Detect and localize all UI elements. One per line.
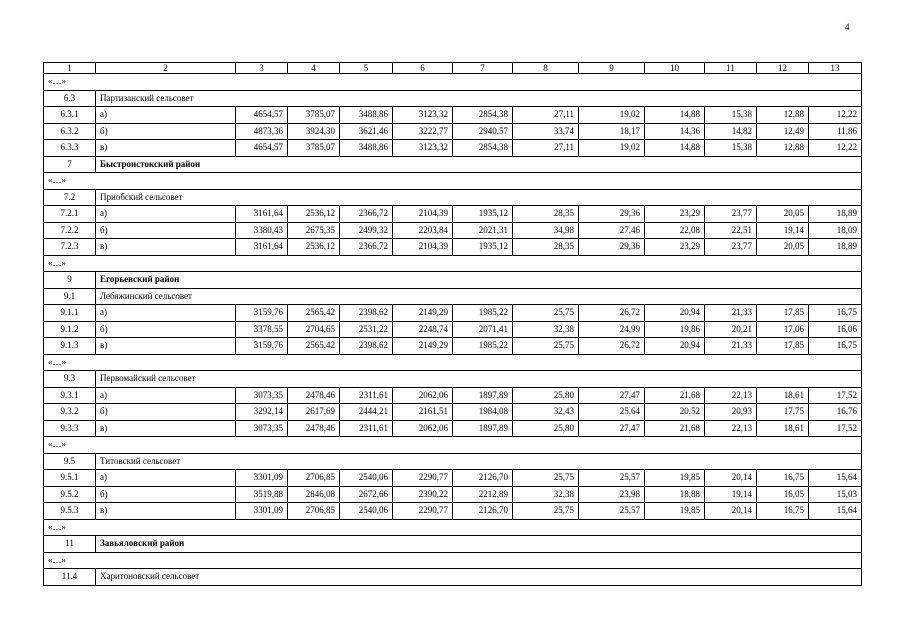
- value-cell: 17,75: [757, 404, 809, 421]
- value-cell: 14,36: [645, 123, 705, 140]
- value-cell: 3488,86: [340, 140, 393, 157]
- value-cell: 16,75: [809, 305, 862, 322]
- header-cell: 2: [96, 63, 236, 74]
- value-cell: 20,05: [757, 206, 809, 223]
- value-cell: 20,21: [705, 321, 757, 338]
- value-cell: 2212,89: [453, 486, 513, 503]
- ellipsis-row: [44, 437, 862, 454]
- value-cell: 3161,64: [236, 239, 288, 256]
- row-code: 6.3.1: [44, 107, 96, 124]
- ellipsis-cell: «…»: [44, 173, 862, 190]
- value-cell: 2854,38: [453, 107, 513, 124]
- row-label: б): [96, 123, 236, 140]
- value-cell: 2704,65: [288, 321, 340, 338]
- council-row: [44, 453, 862, 470]
- row-label: Партизанский сельсовет: [96, 90, 862, 107]
- value-cell: 3301,09: [236, 503, 288, 520]
- value-cell: 2617,69: [288, 404, 340, 421]
- value-cell: 21,33: [705, 338, 757, 355]
- value-cell: 19,14: [705, 486, 757, 503]
- value-cell: 3488,86: [340, 107, 393, 124]
- table-row: [44, 338, 862, 355]
- value-cell: 32,43: [513, 404, 579, 421]
- value-cell: 26,72: [579, 305, 645, 322]
- value-cell: 2366,72: [340, 206, 393, 223]
- value-cell: 21,33: [705, 305, 757, 322]
- table-row: [44, 387, 862, 404]
- row-code: 11.4: [44, 569, 96, 586]
- row-label: Первомайский сельсовет: [96, 371, 862, 388]
- value-cell: 20,14: [705, 470, 757, 487]
- row-label: в): [96, 140, 236, 157]
- row-code: 9.5.2: [44, 486, 96, 503]
- value-cell: 18,89: [809, 239, 862, 256]
- value-cell: 22,51: [705, 222, 757, 239]
- row-code: 6.3: [44, 90, 96, 107]
- value-cell: 32,38: [513, 486, 579, 503]
- ellipsis-row: [44, 552, 862, 569]
- value-cell: 12,88: [757, 140, 809, 157]
- value-cell: 2854,38: [453, 140, 513, 157]
- value-cell: 27,47: [579, 387, 645, 404]
- row-label: б): [96, 222, 236, 239]
- value-cell: 16,05: [757, 486, 809, 503]
- value-cell: 16,76: [809, 404, 862, 421]
- row-code: 7.2.2: [44, 222, 96, 239]
- ellipsis-cell: «…»: [44, 354, 862, 371]
- table-row: [44, 206, 862, 223]
- value-cell: 2706,85: [288, 503, 340, 520]
- row-code: 9.5: [44, 453, 96, 470]
- value-cell: 15,38: [705, 140, 757, 157]
- row-code: 9.3: [44, 371, 96, 388]
- row-label: в): [96, 503, 236, 520]
- value-cell: 17,06: [757, 321, 809, 338]
- value-cell: 15,38: [705, 107, 757, 124]
- ellipsis-cell: «…»: [44, 552, 862, 569]
- value-cell: 25,75: [513, 470, 579, 487]
- table-row: [44, 486, 862, 503]
- value-cell: 3380,43: [236, 222, 288, 239]
- value-cell: 18,89: [809, 206, 862, 223]
- value-cell: 23,77: [705, 239, 757, 256]
- value-cell: 1985,22: [453, 338, 513, 355]
- ellipsis-row: [44, 173, 862, 190]
- value-cell: 3073,35: [236, 387, 288, 404]
- row-label: Быстроистокский район: [96, 156, 862, 173]
- value-cell: 15,03: [809, 486, 862, 503]
- value-cell: 16,75: [809, 338, 862, 355]
- district-row: [44, 272, 862, 289]
- value-cell: 20,93: [705, 404, 757, 421]
- value-cell: 2062,06: [393, 420, 453, 437]
- value-cell: 2398,62: [340, 338, 393, 355]
- ellipsis-row: [44, 74, 862, 91]
- header-cell: 10: [645, 63, 705, 74]
- header-row: [44, 63, 862, 74]
- value-cell: 21,68: [645, 387, 705, 404]
- value-cell: 11,86: [809, 123, 862, 140]
- value-cell: 25,80: [513, 387, 579, 404]
- value-cell: 2161,51: [393, 404, 453, 421]
- row-label: а): [96, 387, 236, 404]
- value-cell: 2536,12: [288, 206, 340, 223]
- value-cell: 3301,09: [236, 470, 288, 487]
- value-cell: 3159,76: [236, 305, 288, 322]
- value-cell: 1897,89: [453, 420, 513, 437]
- row-label: Лебяжинский сельсовет: [96, 288, 862, 305]
- value-cell: 19,85: [645, 503, 705, 520]
- value-cell: 2062,06: [393, 387, 453, 404]
- value-cell: 16,75: [757, 470, 809, 487]
- value-cell: 2531,22: [340, 321, 393, 338]
- value-cell: 12,49: [757, 123, 809, 140]
- row-code: 9.3.2: [44, 404, 96, 421]
- row-label: Завьяловский район: [96, 536, 862, 553]
- value-cell: 2444,21: [340, 404, 393, 421]
- value-cell: 18,88: [645, 486, 705, 503]
- value-cell: 2149,29: [393, 338, 453, 355]
- row-code: 9.1: [44, 288, 96, 305]
- value-cell: 14,88: [645, 107, 705, 124]
- table-row: [44, 420, 862, 437]
- row-code: 7.2: [44, 189, 96, 206]
- row-code: 7.2.1: [44, 206, 96, 223]
- value-cell: 34,98: [513, 222, 579, 239]
- value-cell: 2565,42: [288, 305, 340, 322]
- council-row: [44, 569, 862, 586]
- district-row: [44, 536, 862, 553]
- row-code: 9.1.3: [44, 338, 96, 355]
- value-cell: 25,64: [579, 404, 645, 421]
- header-cell: 11: [705, 63, 757, 74]
- table-row: [44, 107, 862, 124]
- value-cell: 27,11: [513, 107, 579, 124]
- table-row: [44, 404, 862, 421]
- header-cell: 8: [513, 63, 579, 74]
- value-cell: 18,61: [757, 420, 809, 437]
- value-cell: 1897,89: [453, 387, 513, 404]
- header-cell: 13: [809, 63, 862, 74]
- row-code: 6.3.3: [44, 140, 96, 157]
- value-cell: 22,08: [645, 222, 705, 239]
- value-cell: 32,38: [513, 321, 579, 338]
- row-label: в): [96, 338, 236, 355]
- value-cell: 2071,41: [453, 321, 513, 338]
- page-number: 4: [845, 22, 850, 32]
- value-cell: 17,52: [809, 387, 862, 404]
- row-label: а): [96, 206, 236, 223]
- value-cell: 26,72: [579, 338, 645, 355]
- row-code: 11: [44, 536, 96, 553]
- ellipsis-cell: «…»: [44, 437, 862, 454]
- value-cell: 20,05: [757, 239, 809, 256]
- value-cell: 3621,46: [340, 123, 393, 140]
- value-cell: 2499,32: [340, 222, 393, 239]
- row-label: Приобский сельсовет: [96, 189, 862, 206]
- value-cell: 27,11: [513, 140, 579, 157]
- value-cell: 2540,06: [340, 503, 393, 520]
- value-cell: 22,13: [705, 387, 757, 404]
- value-cell: 12,88: [757, 107, 809, 124]
- value-cell: 17,52: [809, 420, 862, 437]
- row-label: в): [96, 420, 236, 437]
- ellipsis-cell: «…»: [44, 74, 862, 91]
- table-row: [44, 123, 862, 140]
- value-cell: 2540,06: [340, 470, 393, 487]
- value-cell: 2390,22: [393, 486, 453, 503]
- row-code: 9.1.2: [44, 321, 96, 338]
- value-cell: 2104,39: [393, 239, 453, 256]
- value-cell: 12,22: [809, 140, 862, 157]
- value-cell: 2290,77: [393, 470, 453, 487]
- value-cell: 25,75: [513, 338, 579, 355]
- value-cell: 2478,46: [288, 420, 340, 437]
- value-cell: 3161,64: [236, 206, 288, 223]
- value-cell: 4873,36: [236, 123, 288, 140]
- value-cell: 18,61: [757, 387, 809, 404]
- value-cell: 4654,57: [236, 107, 288, 124]
- value-cell: 2126,70: [453, 503, 513, 520]
- row-label: Титовский сельсовет: [96, 453, 862, 470]
- row-code: 9.3.3: [44, 420, 96, 437]
- value-cell: 19,85: [645, 470, 705, 487]
- value-cell: 3123,32: [393, 107, 453, 124]
- value-cell: 2398,62: [340, 305, 393, 322]
- value-cell: 2706,85: [288, 470, 340, 487]
- value-cell: 27,47: [579, 420, 645, 437]
- value-cell: 1985,22: [453, 305, 513, 322]
- value-cell: 2290,77: [393, 503, 453, 520]
- value-cell: 29,36: [579, 206, 645, 223]
- header-cell: 3: [236, 63, 288, 74]
- row-label: а): [96, 305, 236, 322]
- row-code: 9.1.1: [44, 305, 96, 322]
- ellipsis-row: [44, 354, 862, 371]
- row-label: а): [96, 107, 236, 124]
- value-cell: 23,29: [645, 239, 705, 256]
- value-cell: 2940,57: [453, 123, 513, 140]
- row-code: 7: [44, 156, 96, 173]
- value-cell: 3924,30: [288, 123, 340, 140]
- header-cell: 9: [579, 63, 645, 74]
- row-code: 9: [44, 272, 96, 289]
- value-cell: 2478,46: [288, 387, 340, 404]
- value-cell: 27,46: [579, 222, 645, 239]
- header-cell: 7: [453, 63, 513, 74]
- value-cell: 25,57: [579, 470, 645, 487]
- table-body: [44, 63, 862, 586]
- value-cell: 23,77: [705, 206, 757, 223]
- row-label: Харитоновский сельсовет: [96, 569, 862, 586]
- ellipsis-row: [44, 519, 862, 536]
- value-cell: 25,80: [513, 420, 579, 437]
- row-code: 9.5.3: [44, 503, 96, 520]
- value-cell: 3073,35: [236, 420, 288, 437]
- value-cell: 19,02: [579, 140, 645, 157]
- value-cell: 21,68: [645, 420, 705, 437]
- value-cell: 17,85: [757, 338, 809, 355]
- row-code: 7.2.3: [44, 239, 96, 256]
- value-cell: 12,22: [809, 107, 862, 124]
- district-row: [44, 156, 862, 173]
- value-cell: 4654,57: [236, 140, 288, 157]
- value-cell: 1984,08: [453, 404, 513, 421]
- header-cell: 5: [340, 63, 393, 74]
- row-label: в): [96, 239, 236, 256]
- row-label: б): [96, 486, 236, 503]
- value-cell: 2846,08: [288, 486, 340, 503]
- value-cell: 3159,76: [236, 338, 288, 355]
- ellipsis-cell: «…»: [44, 255, 862, 272]
- value-cell: 14,82: [705, 123, 757, 140]
- table-row: [44, 470, 862, 487]
- value-cell: 2565,42: [288, 338, 340, 355]
- value-cell: 20,94: [645, 305, 705, 322]
- value-cell: 20,14: [705, 503, 757, 520]
- value-cell: 14,88: [645, 140, 705, 157]
- value-cell: 1935,12: [453, 239, 513, 256]
- value-cell: 18,09: [809, 222, 862, 239]
- table-row: [44, 503, 862, 520]
- value-cell: 19,86: [645, 321, 705, 338]
- row-label: Егорьевский район: [96, 272, 862, 289]
- value-cell: 15,64: [809, 503, 862, 520]
- table-row: [44, 140, 862, 157]
- value-cell: 3222,77: [393, 123, 453, 140]
- value-cell: 28,35: [513, 239, 579, 256]
- value-cell: 28,35: [513, 206, 579, 223]
- value-cell: 18,17: [579, 123, 645, 140]
- value-cell: 24,99: [579, 321, 645, 338]
- table-row: [44, 239, 862, 256]
- value-cell: 2366,72: [340, 239, 393, 256]
- value-cell: 2672,66: [340, 486, 393, 503]
- value-cell: 29,36: [579, 239, 645, 256]
- table-row: [44, 222, 862, 239]
- value-cell: 25,57: [579, 503, 645, 520]
- council-row: [44, 90, 862, 107]
- ellipsis-cell: «…»: [44, 519, 862, 536]
- value-cell: 16,06: [809, 321, 862, 338]
- value-cell: 17,85: [757, 305, 809, 322]
- value-cell: 2248,74: [393, 321, 453, 338]
- value-cell: 2149,29: [393, 305, 453, 322]
- council-row: [44, 288, 862, 305]
- tariff-table: [43, 62, 862, 586]
- row-label: б): [96, 321, 236, 338]
- value-cell: 25,75: [513, 305, 579, 322]
- table-row: [44, 321, 862, 338]
- value-cell: 20,52: [645, 404, 705, 421]
- header-cell: 1: [44, 63, 96, 74]
- value-cell: 20,94: [645, 338, 705, 355]
- value-cell: 3785,07: [288, 107, 340, 124]
- value-cell: 2675,35: [288, 222, 340, 239]
- value-cell: 2311,61: [340, 387, 393, 404]
- row-code: 6.3.2: [44, 123, 96, 140]
- header-cell: 6: [393, 63, 453, 74]
- value-cell: 2104,39: [393, 206, 453, 223]
- value-cell: 2126,70: [453, 470, 513, 487]
- value-cell: 3378,55: [236, 321, 288, 338]
- value-cell: 15,64: [809, 470, 862, 487]
- value-cell: 3123,32: [393, 140, 453, 157]
- value-cell: 19,02: [579, 107, 645, 124]
- row-code: 9.5.1: [44, 470, 96, 487]
- value-cell: 1935,12: [453, 206, 513, 223]
- value-cell: 33,74: [513, 123, 579, 140]
- value-cell: 2311,61: [340, 420, 393, 437]
- header-cell: 4: [288, 63, 340, 74]
- value-cell: 3785,07: [288, 140, 340, 157]
- value-cell: 2203,84: [393, 222, 453, 239]
- council-row: [44, 371, 862, 388]
- council-row: [44, 189, 862, 206]
- row-label: а): [96, 470, 236, 487]
- value-cell: 2536,12: [288, 239, 340, 256]
- row-label: б): [96, 404, 236, 421]
- ellipsis-row: [44, 255, 862, 272]
- row-code: 9.3.1: [44, 387, 96, 404]
- value-cell: 22,13: [705, 420, 757, 437]
- table-row: [44, 305, 862, 322]
- value-cell: 3519,88: [236, 486, 288, 503]
- value-cell: 23,98: [579, 486, 645, 503]
- header-cell: 12: [757, 63, 809, 74]
- value-cell: 2021,31: [453, 222, 513, 239]
- value-cell: 3292,14: [236, 404, 288, 421]
- value-cell: 16,75: [757, 503, 809, 520]
- value-cell: 25,75: [513, 503, 579, 520]
- value-cell: 19,14: [757, 222, 809, 239]
- value-cell: 23,29: [645, 206, 705, 223]
